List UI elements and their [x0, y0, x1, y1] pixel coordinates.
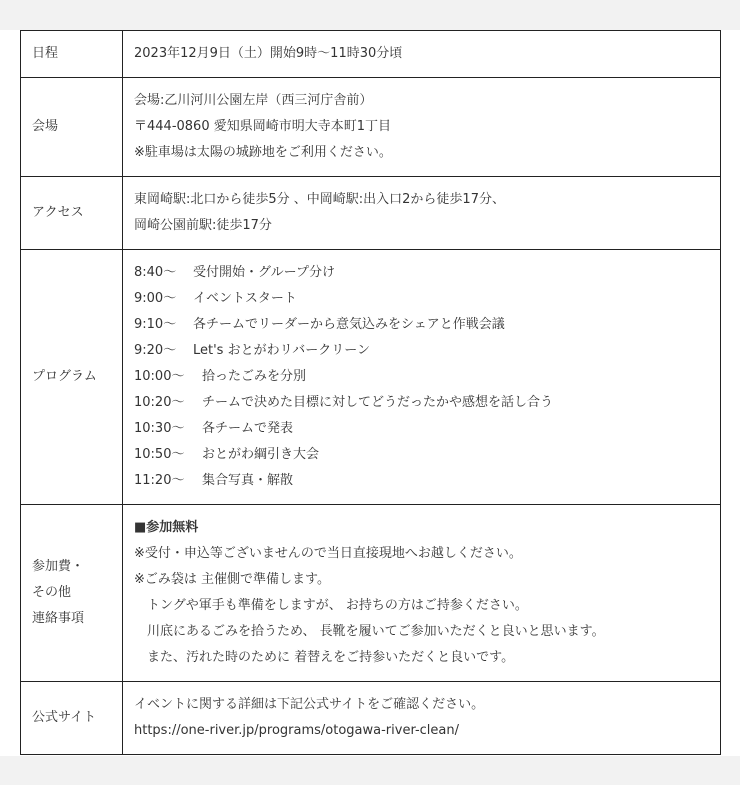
notes-line: ※ごみ袋は 主催側で準備します。 [134, 572, 330, 587]
schedule-text: 2023年12月9日（土）開始9時〜11時30分頃 [134, 46, 403, 61]
program-text: Let's おとがわリバークリーン [193, 343, 370, 358]
access-line: 岡崎公園前駅:徒歩17分 [134, 218, 272, 233]
program-time: 9:10〜 [134, 317, 177, 332]
event-info-table [20, 30, 721, 755]
access-value [123, 177, 721, 250]
program-item [134, 286, 720, 312]
program-text: 集合写真・解散 [202, 473, 294, 488]
program-item [134, 416, 720, 442]
program-item [134, 260, 720, 286]
program-time: 10:20〜 [134, 395, 185, 410]
row-venue [21, 78, 721, 177]
program-time: 11:20〜 [134, 473, 185, 488]
program-text: 各チームで発表 [202, 421, 294, 436]
official-site-note: イベントに関する詳細は下記公式サイトをご確認ください。 [134, 697, 485, 712]
notes-line: トングや軍手も準備をしますが、 お持ちの方はご持参ください。 [134, 598, 528, 613]
official-site-value [123, 682, 721, 755]
free-participation-heading: ■参加無料 [134, 520, 199, 535]
program-item [134, 468, 720, 494]
program-item [134, 442, 720, 468]
fee-label-line: 参加費・ [32, 559, 85, 574]
venue-parking-note: ※駐車場は太陽の城跡地をご利用ください。 [134, 145, 392, 160]
program-text: チームで決めた目標に対してどうだったかや感想を話し合う [202, 395, 554, 410]
venue-label: 会場 [21, 78, 123, 177]
row-fee-notes [21, 505, 721, 682]
program-text: 各チームでリーダーから意気込みをシェアと作戦会議 [193, 317, 505, 332]
fee-notes-value [123, 505, 721, 682]
schedule-value [123, 31, 721, 78]
program-time: 10:50〜 [134, 447, 185, 462]
fee-label-line: その他 [32, 585, 72, 600]
program-item [134, 364, 720, 390]
row-access [21, 177, 721, 250]
venue-line: 会場:乙川河川公園左岸（西三河庁舎前） [134, 93, 373, 108]
notes-line: 川底にあるごみを拾うため、 長靴を履いてご参加いただくと良いと思います。 [134, 624, 605, 639]
program-time: 10:30〜 [134, 421, 185, 436]
official-site-url[interactable]: https://one-river.jp/programs/otogawa-river-clean/ [134, 723, 460, 738]
program-time: 8:40〜 [134, 265, 177, 280]
program-item [134, 390, 720, 416]
notes-line: また、汚れた時のために 着替えをご持参いただくと良いです。 [134, 650, 515, 665]
row-schedule [21, 31, 721, 78]
fee-notes-label [21, 505, 123, 682]
program-time: 9:20〜 [134, 343, 177, 358]
program-time: 9:00〜 [134, 291, 177, 306]
fee-label-line: 連絡事項 [32, 611, 85, 626]
access-line: 東岡崎駅:北口から徒歩5分 、中岡崎駅:出入口2から徒歩17分、 [134, 192, 505, 207]
schedule-label: 日程 [21, 31, 123, 78]
program-text: おとがわ綱引き大会 [202, 447, 320, 462]
row-official-site [21, 682, 721, 755]
program-value [123, 250, 721, 505]
official-site-label: 公式サイト [21, 682, 123, 755]
venue-address: 〒444-0860 愛知県岡崎市明大寺本町1丁目 [134, 119, 391, 134]
program-item [134, 312, 720, 338]
program-text: イベントスタート [193, 291, 297, 306]
program-item [134, 338, 720, 364]
notes-line: ※受付・申込等ございませんので当日直接現地へお越しください。 [134, 546, 522, 561]
event-info-section [0, 30, 740, 756]
venue-value [123, 78, 721, 177]
program-time: 10:00〜 [134, 369, 185, 384]
access-label: アクセス [21, 177, 123, 250]
program-text: 拾ったごみを分別 [202, 369, 307, 384]
program-text: 受付開始・グループ分け [193, 265, 335, 280]
row-program [21, 250, 721, 505]
program-label: プログラム [21, 250, 123, 505]
